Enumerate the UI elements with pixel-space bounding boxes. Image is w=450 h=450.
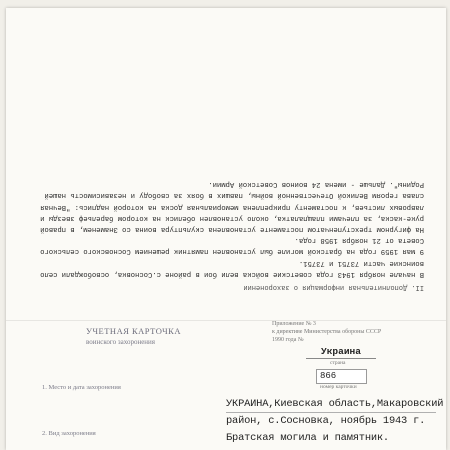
country-value: Украина bbox=[306, 346, 376, 359]
field-1-line-2: район, с.Сосновка, ноябрь 1943 г. bbox=[226, 415, 426, 427]
field-1-label: 1. Место и дата захоронения bbox=[42, 384, 121, 391]
paragraph-1: В начале ноября 1943 года советские войска вели бои в районе с.Сосновка, освобождали село воинские части 73751 и 73751. bbox=[35, 258, 424, 278]
appendix-line-2: к директиве Министерства обороны СССР bbox=[272, 329, 382, 335]
field-2-line-1: Братская могила и памятник. bbox=[226, 432, 389, 444]
upside-down-section bbox=[24, 110, 424, 292]
card-number-caption: номер карточки bbox=[320, 384, 357, 390]
card-title: УЧЕТНАЯ КАРТОЧКА bbox=[86, 326, 181, 336]
card-subtitle: воинского захоронения bbox=[86, 338, 156, 346]
paragraph-3: На фигурном трехступенчатом постаменте установлена скульптура воина со Знаменем, в правой руке-каска, за плечами плащпалатка, около установлен обелиск на котором барельеф звезды и лавровых листьев, к постаменту прикреплена мемориальная доска на которой надпись: "Вечная слава героям Великой Отечественной войны, павших в боях за свободу и независимость нашей Родины". Дальше - имена 24 воинов Советской Армии. bbox=[35, 180, 424, 233]
paragraph-2: 9 мая 1959 года на братской могиле был установлен памятник решением Сосновского сельского Совета от 21 ноября 1958 года. bbox=[35, 236, 424, 256]
additional-info-header: II. Дополнительная информация о захоронении bbox=[243, 283, 424, 291]
appendix-note bbox=[272, 320, 381, 344]
card-number-value: 866 bbox=[316, 369, 367, 384]
field-2-label: 2. Вид захоронения bbox=[42, 430, 96, 437]
appendix-line-1: Приложение № 3 bbox=[272, 321, 316, 327]
country-caption: страна bbox=[330, 360, 346, 366]
field-1-line-1: УКРАИНА,Киевская область,Макаровский bbox=[226, 398, 444, 410]
appendix-line-3: 1990 года № bbox=[272, 337, 304, 343]
